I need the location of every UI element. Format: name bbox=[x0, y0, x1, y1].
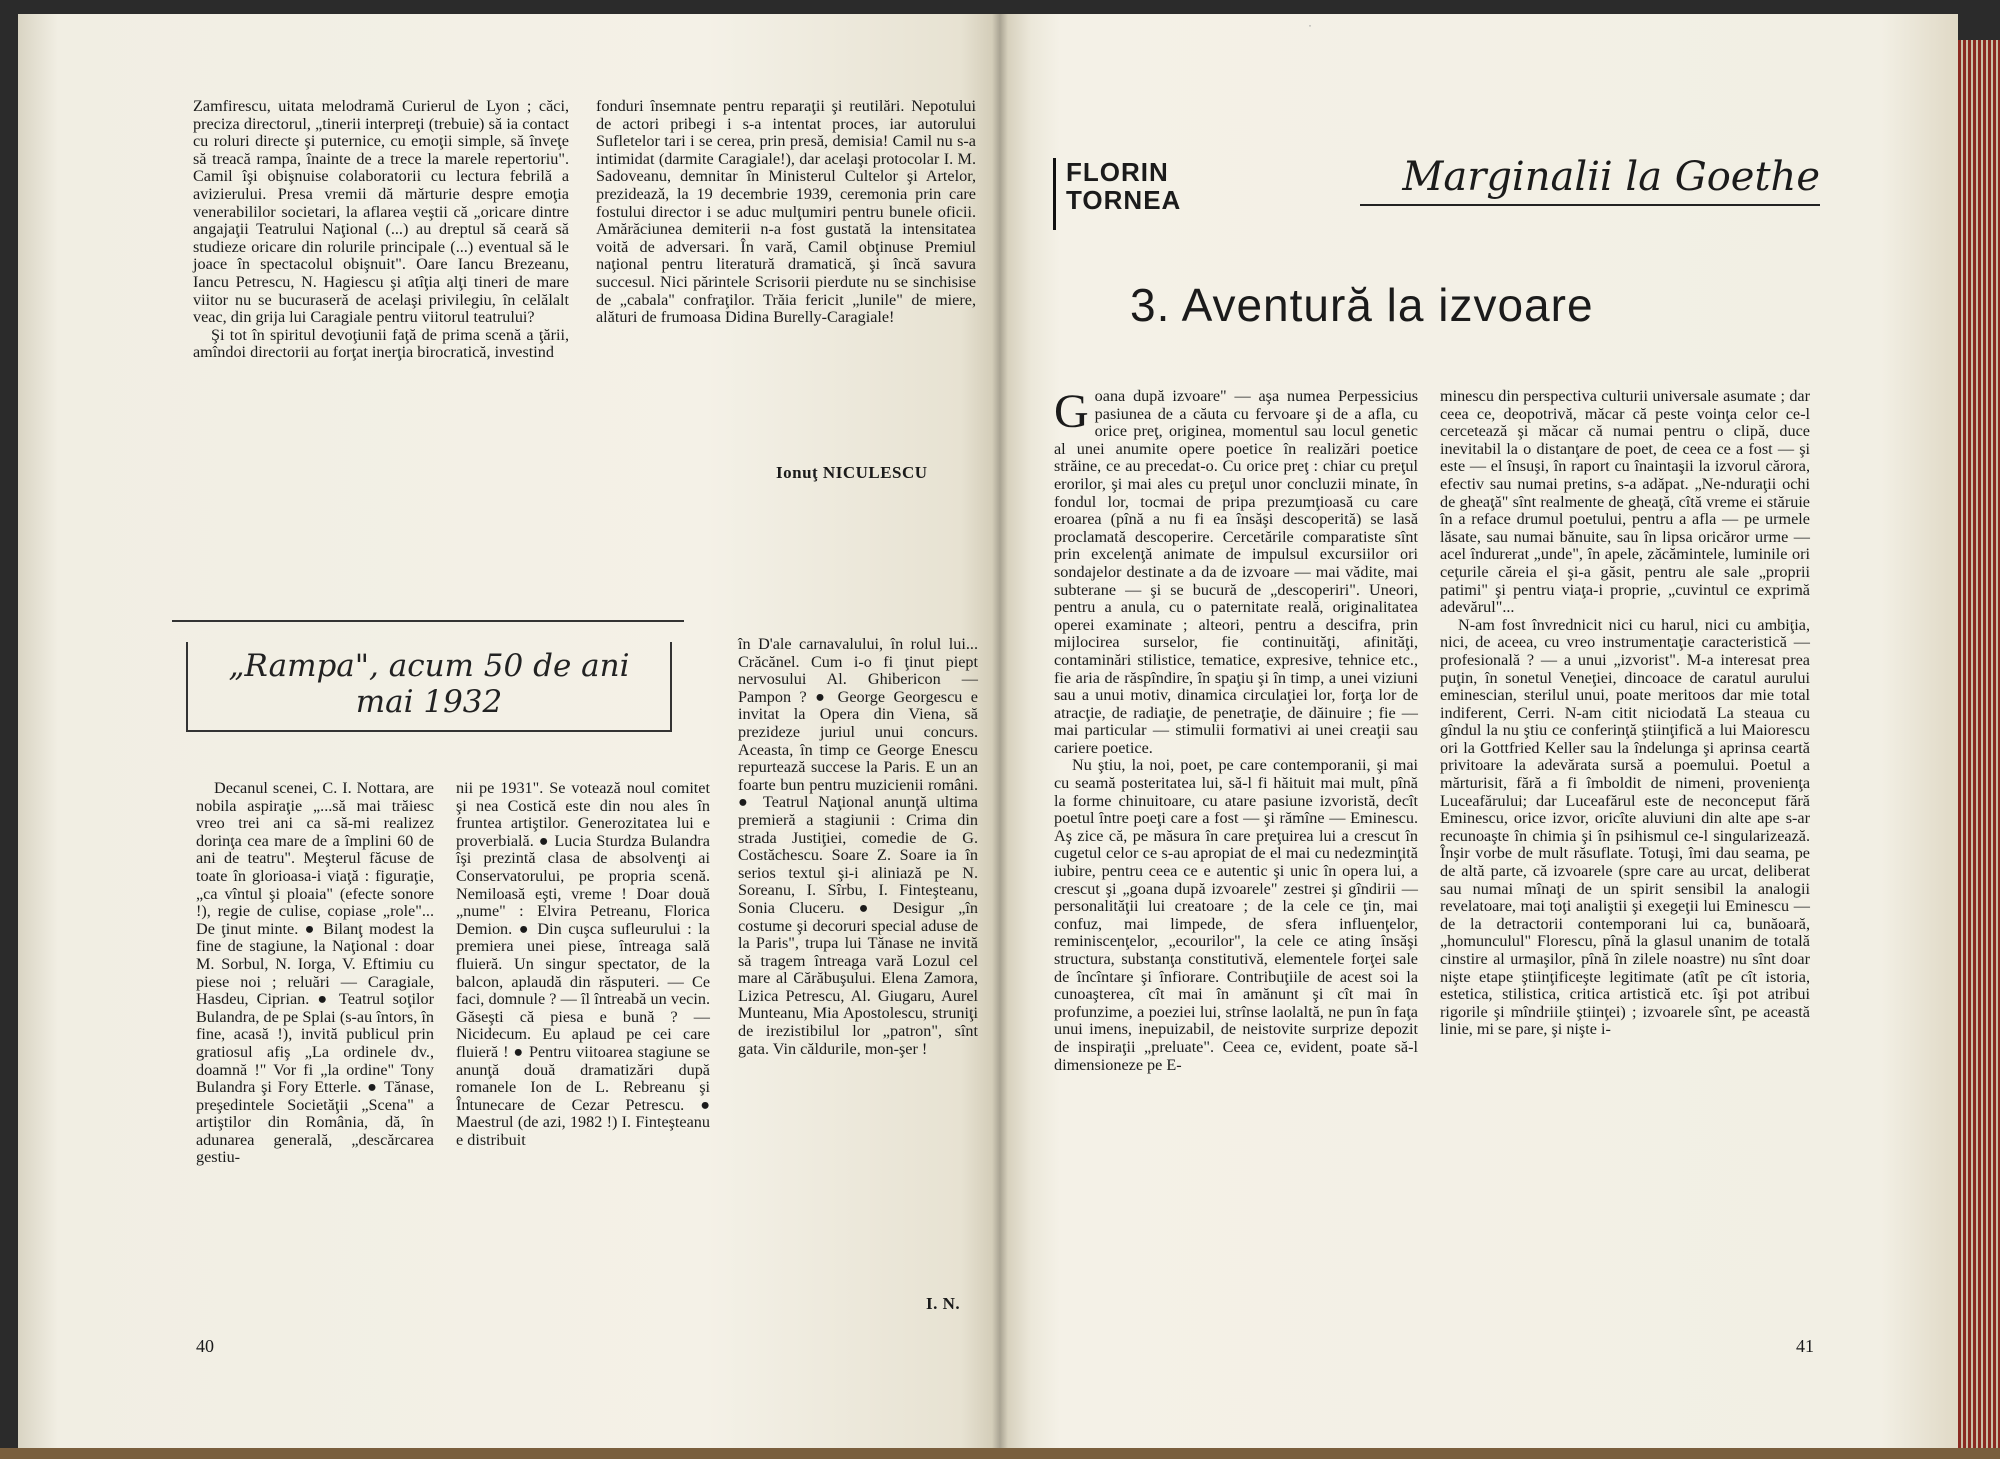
article-column-1 bbox=[193, 98, 569, 362]
essay-column-1 bbox=[1054, 385, 1418, 1074]
essay-text: oana după izvoare" — aşa numea Perpessicius pasiunea de a căuta cu fervoare şi de a afla, cu orice preţ, originea, momentul sau locul genetic al unei anumite opere poetice în realizări poetice străine, ce au precedat-o. Cu orice preţ : chiar cu preţul erorilor, şi mai ales cu preţul unor concluzii minate, în fondul lor, tocmai de pripa prezumţioasă cu care eroarea (pînă a nu fi ea însăşi descoperită) se lasă proclamată descoperire. Cercetările comparatiste sînt prin excelenţă animate de impulsul excursiilor ori sondajelor destinate a da de izvoare — mai vădite, mai subterane — şi se bucură de „descoperiri". Uneori, pentru a anula, cu o paternitate reală, originalitatea operei examinate ; alteori, pentru a descifra, prin mijlocirea surselor, fie continuităţi, afinităţi, contaminări stilistice, tematice, expresive, tehnice etc., fie aria de răspîndire, în spaţiu şi în timp, a unei viziuni sau a unui motiv, dinamica circulaţiei lor, forţa lor de atracţie, de radiaţie, de penetraţie, de dăinuire ; fie — mai particular — stimulii formativi ai unei creaţii sau cariere poetice. bbox=[1054, 387, 1418, 757]
essay-paragraph: Nu ştiu, la noi, poet, pe care contemporanii, şi mai cu seamă posteritatea lui, să-l fi hăituit mai mult, pînă la forme chinuitoare, cu atare pasiune izvoristă, decît poetul între poeţi care a fost — şi rămîne — Eminescu. Aş zice că, pe măsura în care preţuirea lui a crescut în cugetul celor ce s-au apropiat de el mai cu nedezminţită iubire, pentru ceea ce e autentic şi unic în opera lui, a crescut şi „goana după izvoarele" zestrei şi gîndirii — personalităţii lui creatoare ; de la cele ce ţin, mai confuz, mai limpede, de sfera influenţelor, reminiscenţelor, „ecourilor", la cele ce ating însăşi structura, substanţa constitutivă, elementele forţei sale de încîntare şi înfiorare. Contribuţiile de acest soi la cunoaşterea, cît mai în amănunt şi cît mai în profunzime, a poeziei lui, strînse laolaltă, ne pun în faţa unui imens, inepuizabil, de neistovite surprize depozit de inspiraţii „preluate". Ceea ce, evident, poate să-l dimensioneze pe E- bbox=[1054, 756, 1418, 1074]
essay-paragraph bbox=[1054, 385, 1418, 757]
rampa-signature: I. N. bbox=[926, 1294, 961, 1313]
page-number-left: 40 bbox=[196, 1336, 214, 1356]
rampa-title-line-1: „Rampa", acum 50 de ani bbox=[228, 648, 630, 684]
rampa-paragraph: în D'ale carnavalului, în rolul lui... Crăcănel. Cum i-o fi ţinut piept nervosului Al. Ghibericon — Pampon ? ● George Georgescu e invitat la Opera din Viena, să prezideze juriul unui concurs. Aceasta, în timp ce George Enescu repurtează succese la Paris. E un an foarte bun pentru muzicienii români. ● Teatrul Naţional anunţă ultima premieră a stagiunii : Crima din strada Justiţiei, comedie de G. Costăchescu. Soare Z. Soare ia în serios textul şi-i aliniază pe N. Soreanu, I. Sîrbu, I. Finteşteanu, Sonia Cluceru. ● Desigur „în costume şi decoruri special aduse de la Paris", trupa lui Tănase ne invită să tragem întreaga vară Lozul cel mare al Cărăbuşului. Elena Zamora, Lizica Petrescu, Al. Giugaru, Aurel Munteanu, Mia Apostolescu, struniţi de irezistibilul lor „patron", sînt gata. Vin căldurile, mon-şer ! bbox=[738, 635, 978, 1058]
essay-paragraph: N-am fost învrednicit nici cu harul, nici cu ambiţia, nici, de aceea, cu vreo instrumentaţie caracteristică — profesională ? — a unui „izvorist". M-a interesat prea puţin, în sonetul Veneţiei, dincoace de caratul aurului eminescian, sterilul unui, poate meritoos dar mie total indiferent, Cerri. N-am citit niciodată La steaua cu gîndul la nu ştiu ce conferinţă ştiinţifică a lui Maiorescu ori la Gottfried Keller sau la îndelunga şi aprinsa ceartă privitoare la adevărata sursă a poemului. Poetul a mărturisit, fără a fi îmboldit de nimeni, provenienţa Luceafărului; dar Luceafărul este de neconceput fără Eminescu, orice izvor, oricîte aluviuni din alte ape s-ar recunoaşte în chimia şi în psihismul ce-l singularizează. Înşir vorbe de mult răsuflate. Totuşi, îmi dau seama, pe de altă parte, că izvoarele (spre care au urcat, deliberat sau numai mînaţi de un spirit sensibil la analogii revelatoare, mai toţi analiştii şi exegeţii lui Eminescu — de la detractorii contemporani lui ca, bunăoară, „homunculul" Florescu, pînă la glasul unanim de totală cinstire al urmaşilor, pînă în zilele noastre) nu sînt doar nişte etape ştiinţificeşte legitimate (atît pe cît istoria, estetica, stilistica, critica artistică etc. îşi pot atribui rigorile şi mîndriile ştiinţei) ; izvoarele sînt, pe această linie, mi se pare, şi nişte i- bbox=[1440, 615, 1810, 1039]
drop-cap: G bbox=[1054, 385, 1089, 438]
article-signature: Ionuţ NICULESCU bbox=[776, 463, 928, 482]
page-edges bbox=[1958, 40, 2000, 1459]
book-cover-edge bbox=[0, 1448, 2000, 1459]
rampa-column-2 bbox=[456, 780, 710, 1149]
page-number-right: 41 bbox=[1796, 1336, 1814, 1356]
rampa-column-3 bbox=[738, 636, 978, 1058]
rampa-title bbox=[188, 648, 670, 720]
rampa-title-frame bbox=[186, 642, 672, 732]
article-column-2 bbox=[596, 98, 976, 327]
book-spine bbox=[992, 14, 1008, 1454]
article-paragraph: fonduri însemnate pentru reparaţii şi reutilări. Nepotului de actori pribegi i s-a intentat proces, iar autorului Sufletelor tari i se cerea, prin presă, demisia! Camil nu s-a intimidat (darmite Caragiale!), dar acelaşi protocolar I. M. Sadoveanu, demnitar în Ministerul Cultelor şi Artelor, prezideazǎ, la 19 decembrie 1939, ceremonia prin care fostului director i se aduc mulţumiri pentru bunele oficii. Amărăciunea demiterii n-a fost gustată la intensitatea voită de adversari. În vară, Camil obţinuse Premiul naţional pentru literatură dramatică, şi încă savura succesul. Nici părintele Scrisorii pierdute nu se sinchisise de „cabala" confraţilor. Trăia fericit „lunile" de miere, alături de frumoasa Didina Burelly-Caragiale! bbox=[596, 97, 976, 327]
essay-paragraph: minescu din perspectiva culturii universale asumate ; dar ceea ce, deopotrivă, măcar că peste voinţa celor ce-l cercetează şi măcar că numai pentru o clipă, duce inevitabil la o distanţare de poet, de ceea ce a fost — şi este — el însuşi, în raport cu înaintaşii la izvorul cărora, efectiv sau numai pretins, s-a adăpat. „Ne-nduraţii ochi de gheaţă" sînt realmente de gheaţă, cîtă vreme ei stăruie în a reface drumul poetului, pentru a afla — pe urmele lăsate, sau numai bănuite, sau în lipsa oricăror urme — acel îndurerat „unde", în apele, zăcămintele, luminile ori ceţurile căreia el şi-a găsit, pentru ale sale „proprii patimi" şi pentru viaţa-i proprie, „cuvintul ce exprimă adevărul"... bbox=[1440, 387, 1810, 617]
series-title: Marginalii la Goethe bbox=[1360, 150, 1820, 206]
bleed-mark: · bbox=[1308, 18, 1312, 32]
article-paragraph: Şi tot în spiritul devoţiunii faţă de prima scenă a ţării, amîndoi directorii au forţat inerţia birocratică, investind bbox=[193, 325, 569, 362]
essay-column-2 bbox=[1440, 388, 1810, 1039]
chapter-title: 3. Aventură la izvoare bbox=[1130, 279, 1594, 331]
rampa-column-1 bbox=[196, 780, 434, 1167]
author-name-block bbox=[1053, 158, 1214, 230]
article-paragraph: Zamfirescu, uitata melodramă Curierul de Lyon ; căci, preciza directorul, „tinerii interpreţi (trebuie) să ia contact cu roluri directe şi puternice, cu emoţii simple, să înveţe să treacă rampa, înainte de a trece la marele repertoriu". Camil îşi obişnuise colaboratorii cu lectura febrilă a avizierului. Presa vremii dă mărturie despre emoţia venerabililor societari, la aflarea veştii că „oricare dintre angajaţii Teatrului Naţional (...) au dreptul să ceară să studieze oricare din rolurile principale (...) eventual să le joace în spectacolul obişnuit". Oare Iancu Brezeanu, Iancu Petrescu, N. Hagiescu şi atîţia alţi tineri de mare viitor nu se bucuraseră de acelaşi privilegiu, în celălalt veac, din grija lui Caragiale pentru viitorul teatrului? bbox=[193, 97, 569, 327]
author-first-name: FLORIN bbox=[1066, 157, 1169, 187]
rampa-title-line-2: mai 1932 bbox=[355, 684, 503, 720]
rampa-paragraph: Decanul scenei, C. I. Nottara, are nobila aspiraţie „...să mai trăiesc vreo trei ani ca să-mi realizez dorinţa cea mare de a împlini 60 de ani de teatru". Meşterul făcuse de toate în glorioasa-i viaţă : figuraţie, „ca vîntul şi ploaia" (efecte sonore !), regie de culise, copiase „role"... De ţinut minte. ● Bilanţ modest la fine de stagiune, la Naţional : doar M. Sorbul, N. Iorga, V. Eftimiu cu piese noi ; reluări — Caragiale, Hasdeu, Ciprian. ● Teatrul soţilor Bulandra, de pe Splai (s-au întors, în fine, acasă !), invită publicul prin gratiosul afiş „La ordinele dv., doamnă !" Vor fi „la ordine" Tony Bulandra şi Fory Etterle. ● Tănase, preşedintele Societăţii „Scena" a artiştilor din România, dă, în adunarea generală, „descărcarea gestiu- bbox=[196, 779, 434, 1167]
rampa-paragraph: nii pe 1931". Se votează noul comitet şi nea Costică este din nou ales în fruntea artiştilor. Generozitatea lui e proverbială. ● Lucia Sturdza Bulandra îşi prezintă clasa de absolvenţi ai Conservatorului, pe propria scenă. Nemiloasă eşti, vreme ! Doar două „nume" : Elvira Petreanu, Florica Demion. ● Din cuşca sufleurului : la premiera unei piese, întreaga sală fluieră. Un singur spectator, de la balcon, aplaudă din răsputeri. — Ce faci, domnule ? — îl întreabă un vecin. Găseşti că piesa e bună ? — Nicidecum. Eu aplaud pe cei care fluieră ! ● Pentru viitoarea stagiune se anunţă două dramatizări după romanele Ion de L. Rebreanu şi Întunecare de Cezar Petrescu. ● Maestrul (de azi, 1982 !) I. Finteşteanu e distribuit bbox=[456, 779, 710, 1149]
rampa-title-box bbox=[172, 620, 684, 746]
author-last-name: TORNEA bbox=[1066, 185, 1182, 215]
